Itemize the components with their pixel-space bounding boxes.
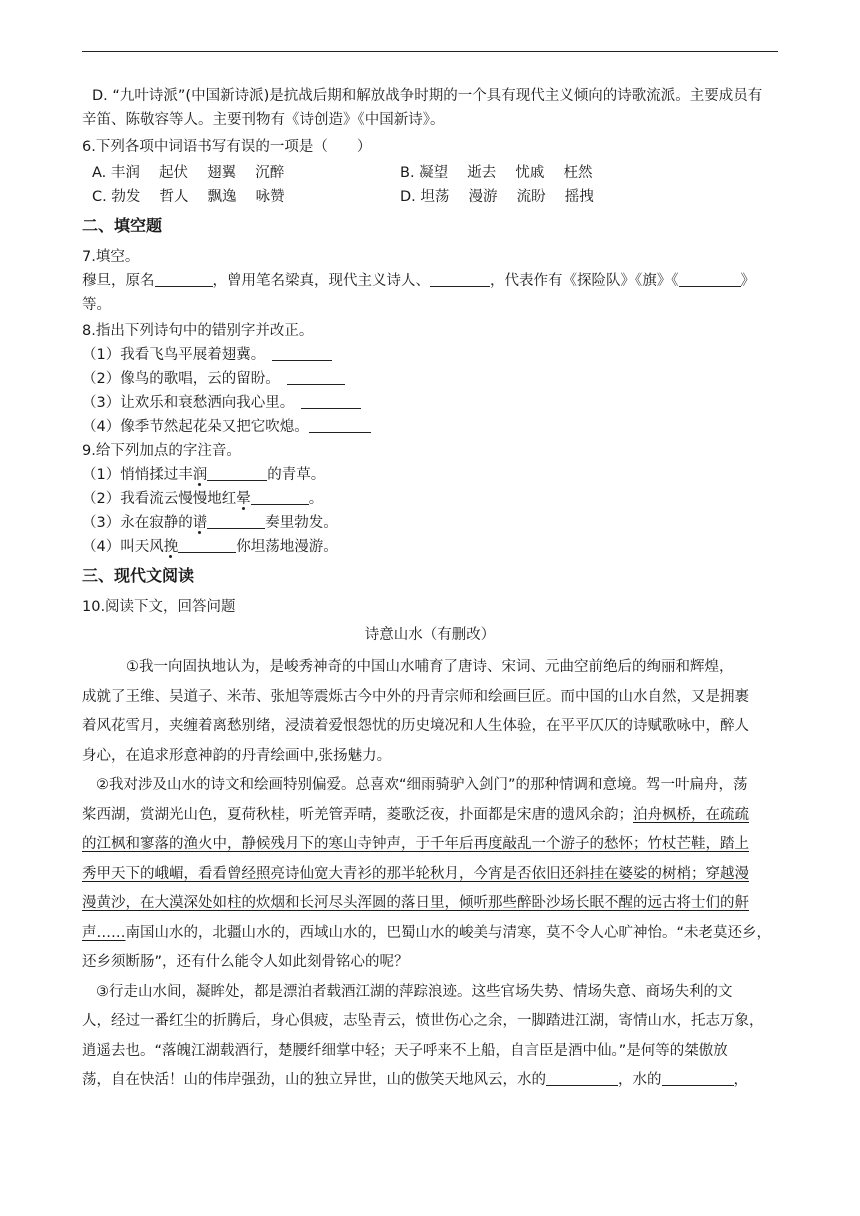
q9-item-1: （1）悄悄揉过丰润 的青草。 xyxy=(82,463,778,487)
p1-line-2: 成就了王维、吴道子、米芾、张旭等震烁古今中外的丹青宗师和绘画巨匠。而中国的山水自然，又是拥裹 xyxy=(82,688,749,705)
q8-item-4: （4）像季节然起花朵又把它吹熄。 xyxy=(82,415,778,439)
passage-paragraph-1 xyxy=(82,653,778,771)
q7-text-end: 等。 xyxy=(82,297,111,313)
q9-dotted-char-2: 晕 xyxy=(236,491,251,507)
q6-option-a: A. 丰润 起伏 翅翼 沉醉 xyxy=(92,165,285,181)
underlined-text: 漫黄沙，在大漠深处如柱的炊烟和长河尽头浑圆的落日里，倾听那些醉卧沙场长眠不醒的远古将士们的鼾 xyxy=(82,895,749,911)
q5-option-d-line1: D. “九叶诗派”(中国新诗派)是抗战后期和解放战争时期的一个具有现代主义倾向的诗歌流派。主要成员有 xyxy=(92,88,763,104)
q8-blank-3 xyxy=(301,392,361,409)
q8-item-2: （2）像鸟的歌唱，云的留盼。 xyxy=(82,367,778,391)
passage-paragraph-2 xyxy=(82,771,778,978)
q8-item-1: （1）我看飞鸟平展着翅冀。 xyxy=(82,343,778,367)
q7-text: 穆旦，原名 ，曾用笔名梁真，现代主义诗人、 ，代表作有《探险队》《旗》《 》 xyxy=(82,269,778,293)
q9-blank-1 xyxy=(207,464,267,481)
q9-blank-3 xyxy=(207,512,265,529)
page-content xyxy=(82,84,778,1096)
q6-option-b: B. 凝望 逝去 忧戚 枉然 xyxy=(400,165,593,181)
p2-line-6: 声……南国山水的，北疆山水的，西域山水的，巴蜀山水的峻美与清寒，莫不令人心旷神怡。“未老莫还乡， xyxy=(82,924,772,941)
q8-item-3: （3）让欢乐和衰愁洒向我心里。 xyxy=(82,391,778,415)
q8-blank-1 xyxy=(272,344,332,361)
p1-line-4: 身心，在追求形意神韵的丹青绘画中,张扬魅力。 xyxy=(82,747,392,764)
passage-title: 诗意山水（有删改） xyxy=(364,627,496,643)
q7-blank-1 xyxy=(155,270,213,287)
underlined-text: 声…… xyxy=(82,924,126,941)
q8-blank-2 xyxy=(287,368,345,385)
p3-line-2: 人，经过一番红尘的折腾后，身心俱疲，志坠青云，愤世伤心之余，一脚踏进江湖，寄情山水，托志万象， xyxy=(82,1013,764,1029)
q10-blank-2 xyxy=(662,1069,734,1086)
q7-blank-2 xyxy=(430,270,490,287)
q6-options xyxy=(82,161,778,209)
section-heading-reading: 三、现代文阅读 xyxy=(82,566,195,585)
underlined-text: 泊舟枫桥，在疏疏 xyxy=(633,806,749,823)
p2-line-4 xyxy=(82,860,778,890)
q8-blank-4 xyxy=(309,416,371,433)
q9-item-2: （2）我看流云慢慢地红晕 。 xyxy=(82,487,778,511)
q10-stem: 10.阅读下文，回答问题 xyxy=(82,599,236,615)
q9-dotted-char-4: 挽 xyxy=(163,539,179,555)
header-rule xyxy=(82,51,778,52)
section-heading-fill-in: 二、填空题 xyxy=(82,216,163,235)
q5-option-d-line2: 辛笛、陈敬容等人。主要刊物有《诗创造》《中国新诗》。 xyxy=(82,112,445,128)
q6-option-d: D. 坦荡 漫游 流盼 摇拽 xyxy=(400,189,594,205)
q6-option-c: C. 勃发 哲人 飘逸 咏赞 xyxy=(92,189,285,205)
q7-stem: 7.填空。 xyxy=(82,249,140,265)
passage-paragraph-3 xyxy=(82,978,778,1096)
p2-line-7: 还乡须断肠”，还有什么能令人如此刻骨铭心的呢？ xyxy=(82,954,409,970)
q9-dotted-char-1: 润 xyxy=(192,467,208,483)
p1-line-1: ①我一向固执地认为，是峻秀神奇的中国山水哺育了唐诗、宋词、元曲空前绝后的绚丽和辉煌， xyxy=(126,659,734,675)
p2-line-5 xyxy=(82,889,778,919)
q9-dotted-char-3: 谱 xyxy=(192,515,208,531)
q10-blank-1 xyxy=(546,1069,618,1086)
p2-line-1: ②我对涉及山水的诗文和绘画特别偏爱。总喜欢“细雨骑驴入剑门”的那种情调和意境。驾一叶扁舟，荡 xyxy=(96,777,748,793)
underlined-text: 的江枫和寥落的渔火中，静候残月下的寒山寺钟声，于千年后再度敲乱一个游子的愁怀；竹杖芒鞋，踏上 xyxy=(82,836,749,852)
p3-line-3: 逍遥去也。“落魄江湖载酒行，楚腰纤细掌中轻；天子呼来不上船，自言臣是酒中仙。”是何等的桀傲放 xyxy=(82,1042,728,1059)
p3-line-1: ③行走山水间，凝眸处，都是漂泊者载酒江湖的萍踪浪迹。这些官场失势、情场失意、商场失利的文 xyxy=(96,983,733,1000)
underlined-text: 秀甲天下的峨嵋，看看曾经照亮诗仙宽大青衫的那半轮秋月，今宵是否依旧还斜挂在婆娑的树梢；穿越漫 xyxy=(82,865,749,882)
q6-stem: 6.下列各项中词语书写有误的一项是（ ） xyxy=(82,139,372,155)
q7-blank-3 xyxy=(679,270,741,287)
q8-stem: 8.指出下列诗句中的错别字并改正。 xyxy=(82,323,314,339)
q9-stem: 9.给下列加点的字注音。 xyxy=(82,443,241,459)
p3-line-4: 荡，自在快活！山的伟岸强劲，山的独立异世，山的傲笑天地风云，水的 ，水的 ， xyxy=(82,1066,778,1096)
q9-item-4: （4）叫天风挽 你坦荡地漫游。 xyxy=(82,535,778,559)
p1-line-3: 着风花雪月，夹缠着离愁别绪，浸渍着爱恨怨忧的历史境况和人生体验，在平平仄仄的诗赋歌咏中，醉人 xyxy=(82,718,749,734)
q9-blank-2 xyxy=(251,488,309,505)
p2-line-2: 桨西湖，赏湖光山色，夏荷秋桂，听羌管弄晴，菱歌泛夜，扑面都是宋唐的遗风余韵；泊舟枫桥，在疏疏 xyxy=(82,806,749,823)
q9-blank-4 xyxy=(178,536,236,553)
p2-line-3 xyxy=(82,830,778,860)
q9-item-3: （3）永在寂静的谱 奏里勃发。 xyxy=(82,511,778,535)
